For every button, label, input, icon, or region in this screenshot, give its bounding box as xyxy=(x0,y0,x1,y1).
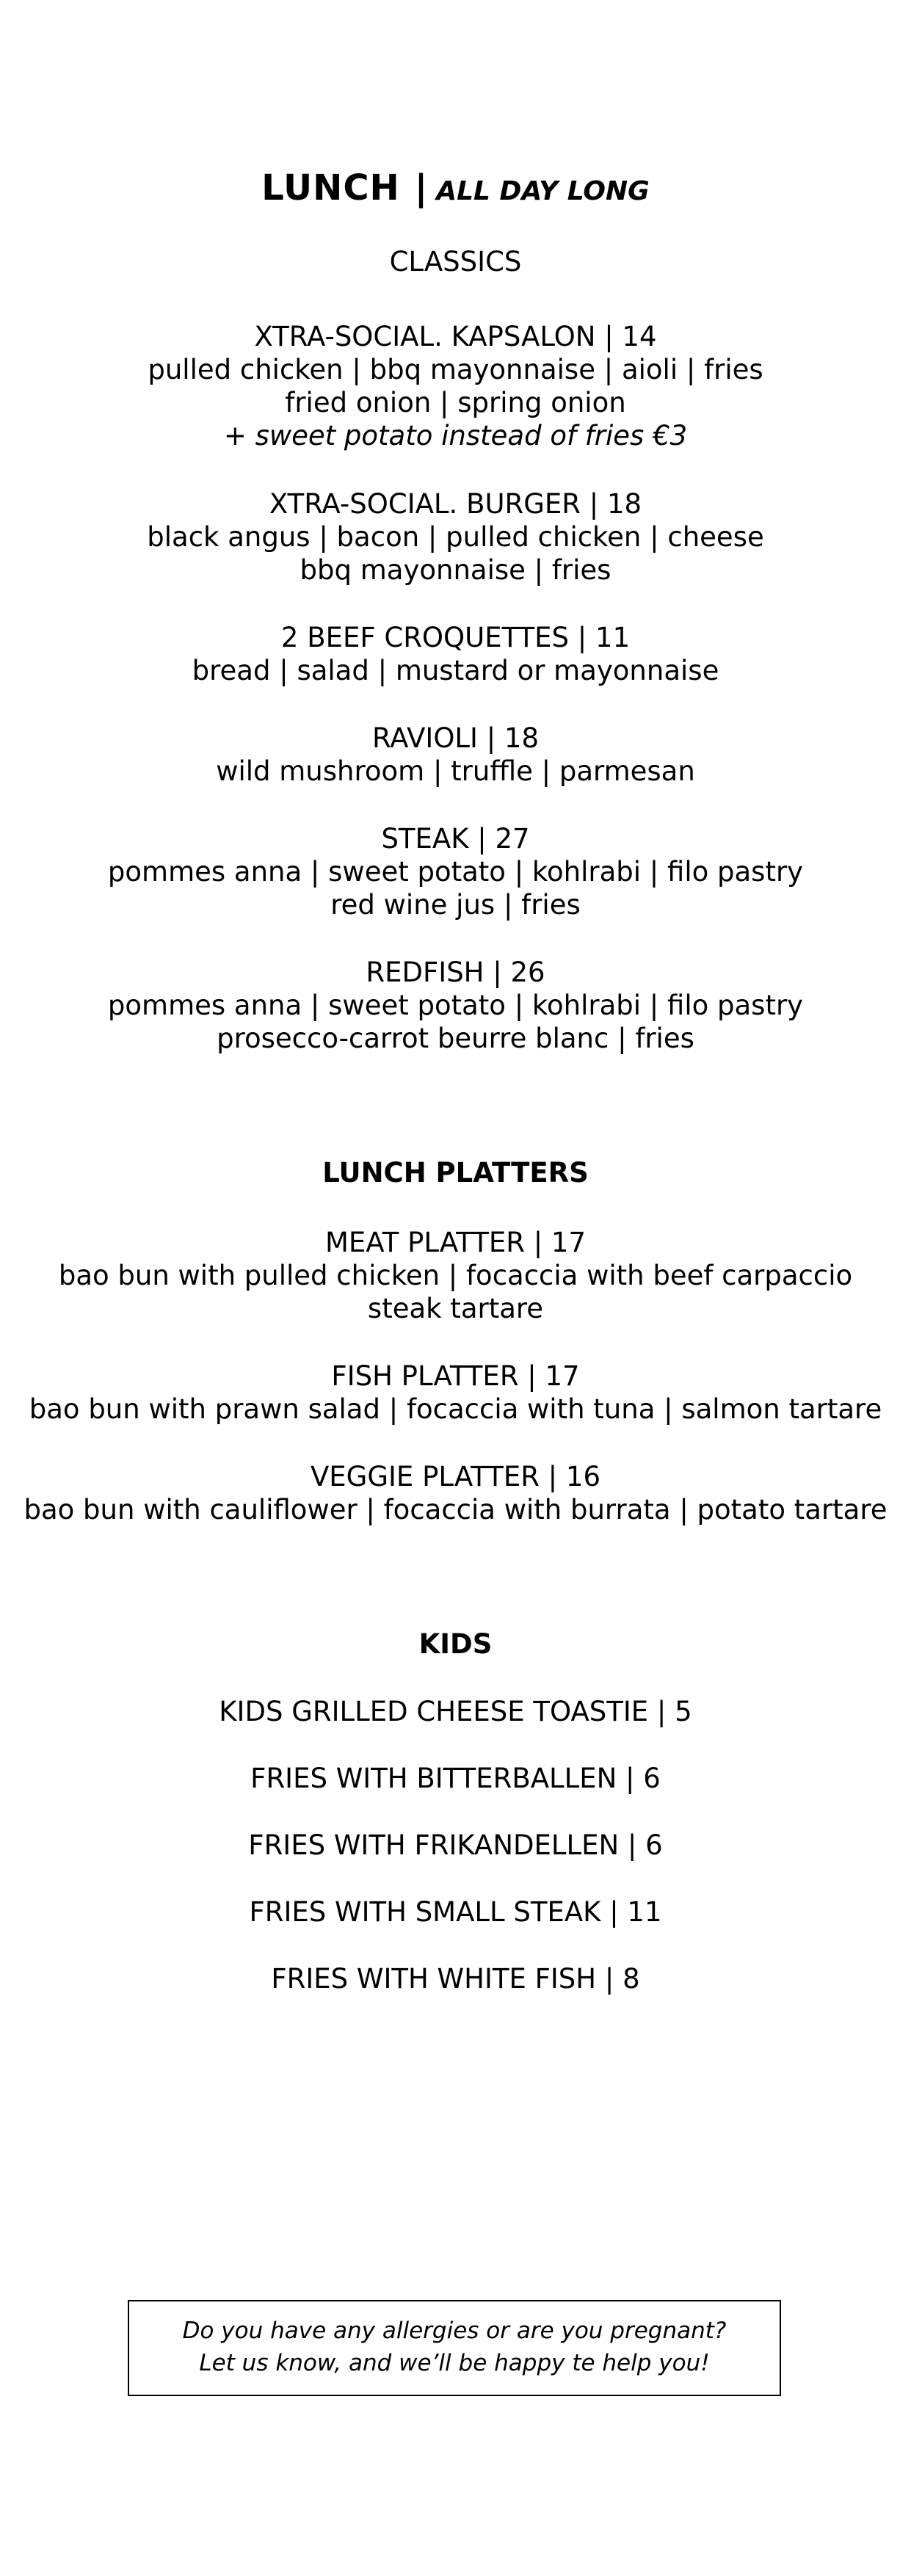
menu-item-ravioli xyxy=(0,722,911,788)
kids-item: FRIES WITH WHITE FISH | 8 xyxy=(271,1963,640,1995)
menu-item-description: red wine jus | fries xyxy=(330,889,581,921)
menu-item-name: XTRA-SOCIAL. KAPSALON | 14 xyxy=(254,321,657,352)
menu-item-name: REDFISH | 26 xyxy=(366,957,545,988)
menu-item-description: steak tartare xyxy=(367,1293,544,1324)
menu-title-subtitle: ALL DAY LONG xyxy=(436,176,650,206)
allergy-notice-line: Do you have any allergies or are you pregnant? xyxy=(182,2318,727,2344)
kids-item: KIDS GRILLED CHEESE TOASTIE | 5 xyxy=(219,1696,692,1727)
menu-item-meat-platter xyxy=(0,1226,911,1325)
kids-item: FRIES WITH FRIKANDELLEN | 6 xyxy=(248,1829,663,1861)
classics-heading: CLASSICS xyxy=(389,246,522,277)
menu-item-redfish xyxy=(0,956,911,1055)
menu-item-name: RAVIOLI | 18 xyxy=(371,722,540,754)
menu-item-description: bread | salad | mustard or mayonnaise xyxy=(192,655,719,686)
kids-heading: KIDS xyxy=(418,1628,493,1660)
menu-item-description: fried onion | spring onion xyxy=(285,387,626,418)
menu-item-description: prosecco-carrot beurre blanc | fries xyxy=(217,1023,694,1054)
allergy-notice xyxy=(128,2300,781,2396)
menu-item-name: MEAT PLATTER | 17 xyxy=(324,1227,587,1258)
menu-item-description: black angus | bacon | pulled chicken | cheese xyxy=(147,521,764,553)
menu-title-separator: | xyxy=(414,167,428,208)
menu-item-name: FISH PLATTER | 17 xyxy=(331,1360,580,1392)
menu-item-description: bao bun with prawn salad | focaccia with tuna | salmon tartare xyxy=(29,1393,882,1425)
menu-item-fish-platter xyxy=(0,1360,911,1426)
kids-item: FRIES WITH BITTERBALLEN | 6 xyxy=(250,1763,661,1794)
menu-item-description: bao bun with pulled chicken | focaccia with beef carpaccio xyxy=(58,1260,853,1291)
menu-item-note: + sweet potato instead of fries €3 xyxy=(223,420,688,451)
menu-item-description: bbq mayonnaise | fries xyxy=(300,554,611,586)
menu-item-description: pulled chicken | bbq mayonnaise | aioli | fries xyxy=(148,354,763,385)
menu-item-croquettes xyxy=(0,621,911,687)
menu-item-description: bao bun with cauliflower | focaccia with burrata | potato tartare xyxy=(23,1494,888,1525)
menu-item-description: pommes anna | sweet potato | kohlrabi | filo pastry xyxy=(107,990,804,1021)
menu-title xyxy=(0,167,911,208)
menu-item-name: VEGGIE PLATTER | 16 xyxy=(310,1461,600,1492)
kids-item: FRIES WITH SMALL STEAK | 11 xyxy=(249,1896,662,1928)
menu-item-name: STEAK | 27 xyxy=(381,823,530,855)
menu-item-burger xyxy=(0,487,911,587)
menu-item-veggie-platter xyxy=(0,1460,911,1526)
allergy-notice-line: Let us know, and we’ll be happy te help you! xyxy=(199,2350,710,2376)
menu-item-description: wild mushroom | truffle | parmesan xyxy=(216,755,695,787)
menu-item-name: 2 BEEF CROQUETTES | 11 xyxy=(280,622,631,653)
menu-item-name: XTRA-SOCIAL. BURGER | 18 xyxy=(269,488,642,520)
menu-item-steak xyxy=(0,822,911,921)
menu-item-description: pommes anna | sweet potato | kohlrabi | filo pastry xyxy=(107,856,804,888)
menu-item-kapsalon xyxy=(0,320,911,452)
platters-heading: LUNCH PLATTERS xyxy=(322,1157,589,1189)
menu-title-main: LUNCH xyxy=(261,167,400,208)
